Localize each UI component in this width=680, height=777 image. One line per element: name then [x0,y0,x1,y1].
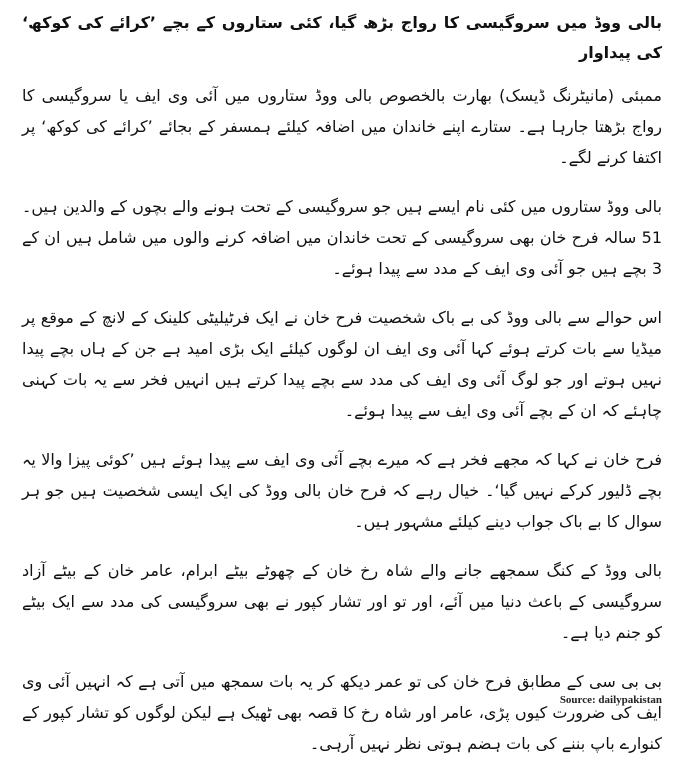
article-paragraph-3: اس حوالے سے بالی ووڈ کی بے باک شخصیت فرح خان نے ایک فرٹیلیٹی کلینک کے لانچ کے موقع پر میڈیا سے بات کرتے ہوئے کہا آئی وی ایف ان لوگوں کیلئے ایک بڑی امید ہے جن کے ہاں بچے پیدا نہیں ہوتے اور جو لوگ آئی وی ایف کی مدد سے بچے پیدا کرتے ہیں انہیں فخر سے یہ بات کہنی چاہئے کہ ان کے بچے آئی وی ایف سے پیدا ہوئے۔ [22,308,662,420]
article-body [22,8,662,777]
article-title: بالی ووڈ میں سروگیسی کا رواج بڑھ گیا، کئی ستاروں کے بچے ’کرائے کی کوکھ‘ کی پیداوار [22,13,662,62]
source-credit: Source: dailypakistan [559,694,662,706]
article-paragraph-4: فرح خان نے کہا کہ مجھے فخر ہے کہ میرے بچے آئی وی ایف سے پیدا ہوئے ہیں ’کوئی پیزا والا یہ بچے ڈلیور کرکے نہیں گیا‘۔ خیال رہے کہ فرح خان بالی ووڈ کی ایک ایسی شخصیت ہیں جو ہر سوال کا بے باک جواب دینے کیلئے مشہور ہیں۔ [22,450,662,531]
article-paragraph-5: بالی ووڈ کے کنگ سمجھے جانے والے شاہ رخ خان کے چھوٹے بیٹے ابرام، عامر خان کے بیٹے آزاد سروگیسی کے باعث دنیا میں آئے، اور تو اور تشار کپور نے بھی سروگیسی کی مدد سے ایک بیٹے کو جنم دیا ہے۔ [22,561,662,642]
article-paragraph-6: بی بی سی کے مطابق فرح خان کی تو عمر دیکھ کر یہ بات سمجھ میں آتی ہے کہ انہیں آئی وی ایف کی ضرورت کیوں پڑی، عامر اور شاہ رخ کا قصہ بھی ٹھیک ہے لیکن لوگوں کو تشار کپور کے کنوارے باپ بننے کی بات ہضم ہوتی نظر نہیں آرہی۔ [22,672,662,753]
article-paragraph-2: بالی ووڈ ستاروں میں کئی نام ایسے ہیں جو سروگیسی کے تحت ہونے والے بچوں کے والدین ہیں۔ 51 سالہ فرح خان بھی سروگیسی کے تحت خاندان میں اضافہ کرنے والوں میں شامل ہیں ان کے 3 بچے ہیں جو آئی وی ایف کے مدد سے پیدا ہوئے۔ [22,197,662,278]
article-paragraph-1: ممبئی (مانیٹرنگ ڈیسک) بھارت بالخصوص بالی ووڈ ستاروں میں آئی وی ایف یا سروگیسی کا رواج بڑھتا جارہا ہے۔ ستارے اپنے خاندان میں اضافہ کیلئے ہمسفر کے بجائے ’کرائے کی کوکھ‘ پر اکتفا کرنے لگے۔ [22,86,662,167]
